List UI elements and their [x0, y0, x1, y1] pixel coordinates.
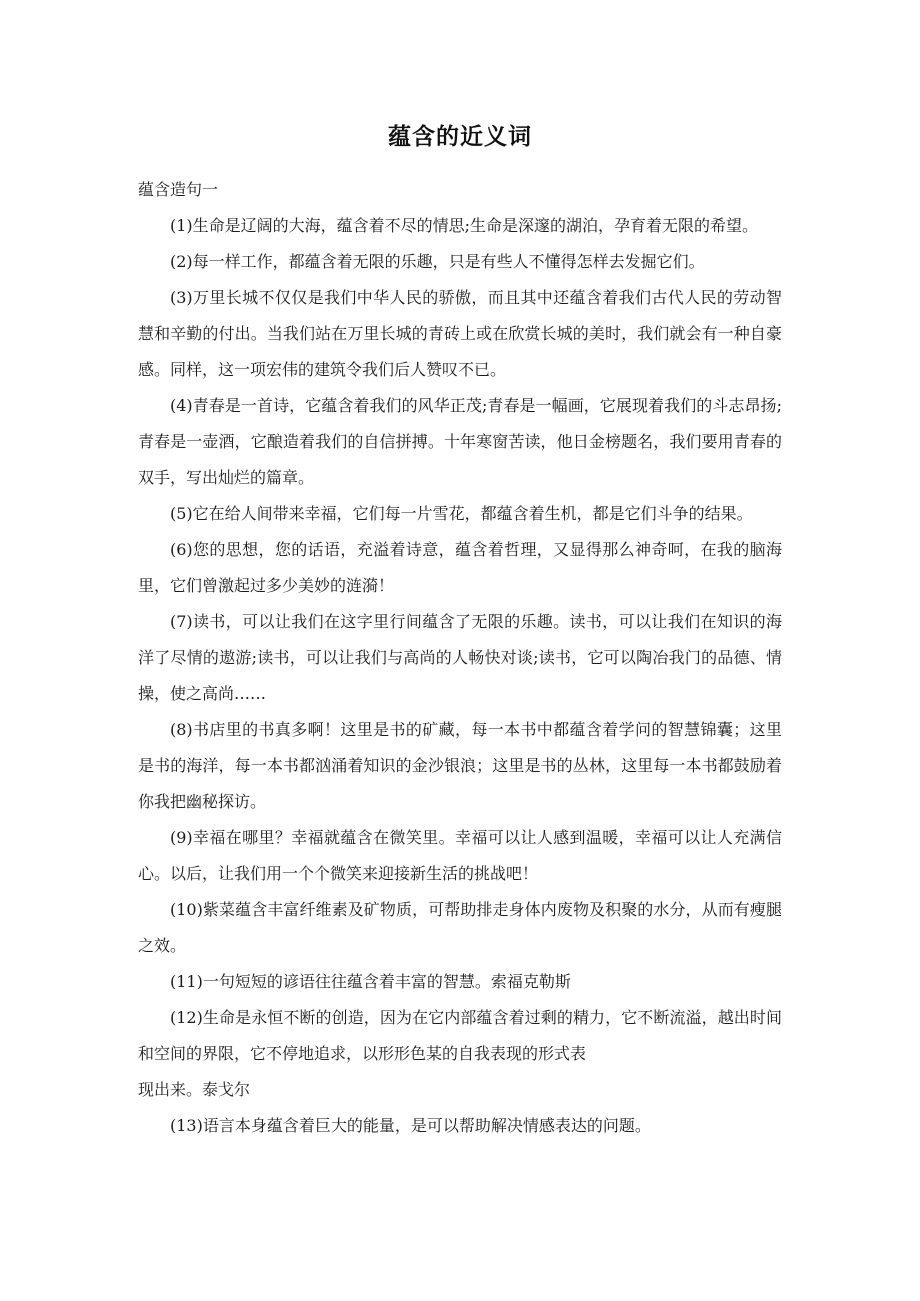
- paragraph-2: (2)每一样工作，都蕴含着无限的乐趣，只是有些人不懂得怎样去发掘它们。: [170, 252, 705, 271]
- paragraph-10: (10)紫菜蕴含丰富纤维素及矿物质，可帮助排走身体内废物及积聚的水分，从而有瘦腿之效。: [138, 900, 782, 955]
- paragraph-12: (12)生命是永恒不断的创造，因为在它内部蕴含着过剩的精力，它不断流溢，越出时间和空间的界限，它不停地追求，以形形色某的自我表现的形式表: [138, 1008, 782, 1063]
- document-body: [138, 172, 782, 1144]
- paragraph-11: (11)一句短短的谚语往往蕴含着丰富的智慧。索福克勒斯: [170, 972, 571, 991]
- page-title: 蕴含的近义词: [388, 124, 532, 150]
- paragraph-3: (3)万里长城不仅仅是我们中华人民的骄傲，而且其中还蕴含着我们古代人民的劳动智慧和辛勤的付出。当我们站在万里长城的青砖上或在欣赏长城的美时，我们就会有一种自豪感。同样，这一项宏伟的建筑令我们后人赞叹不已。: [138, 288, 782, 379]
- paragraph-13: (13)语言本身蕴含着巨大的能量，是可以帮助解决情感表达的问题。: [170, 1116, 651, 1135]
- paragraph-9: (9)幸福在哪里？幸福就蕴含在微笑里。幸福可以让人感到温暖，幸福可以让人充满信心。以后，让我们用一个个微笑来迎接新生活的挑战吧！: [138, 828, 782, 883]
- paragraph-6: (6)您的思想，您的话语，充溢着诗意，蕴含着哲理，又显得那么神奇呵，在我的脑海里，它们曾激起过多少美妙的涟漪！: [138, 540, 782, 595]
- paragraph-1: (1)生命是辽阔的大海，蕴含着不尽的情思;生命是深邃的湖泊，孕育着无限的希望。: [170, 216, 759, 235]
- paragraph-5: (5)它在给人间带来幸福，它们每一片雪花，都蕴含着生机，都是它们斗争的结果。: [170, 504, 753, 523]
- paragraph-12-continuation: 现出来。泰戈尔: [138, 1080, 251, 1099]
- paragraph-4: (4)青春是一首诗，它蕴含着我们的风华正茂;青春是一幅画，它展现着我们的斗志昂扬;青春是一壶酒，它酿造着我们的自信拼搏。十年寒窗苦读，他日金榜题名，我们要用青春的双手，写出灿烂的篇章。: [138, 396, 782, 487]
- paragraph-7: (7)读书，可以让我们在这字里行间蕴含了无限的乐趣。读书，可以让我们在知识的海洋了尽情的遨游;读书，可以让我们与高尚的人畅快对谈;读书，它可以陶冶我门的品德、情操，使之高尚……: [138, 612, 782, 703]
- section-heading: 蕴含造句一: [138, 180, 219, 199]
- paragraph-8: (8)书店里的书真多啊！这里是书的矿藏，每一本书中都蕴含着学问的智慧锦囊；这里是书的海洋，每一本书都汹涌着知识的金沙银浪；这里是书的丛林，这里每一本书都鼓励着你我把幽秘探访。: [138, 720, 782, 811]
